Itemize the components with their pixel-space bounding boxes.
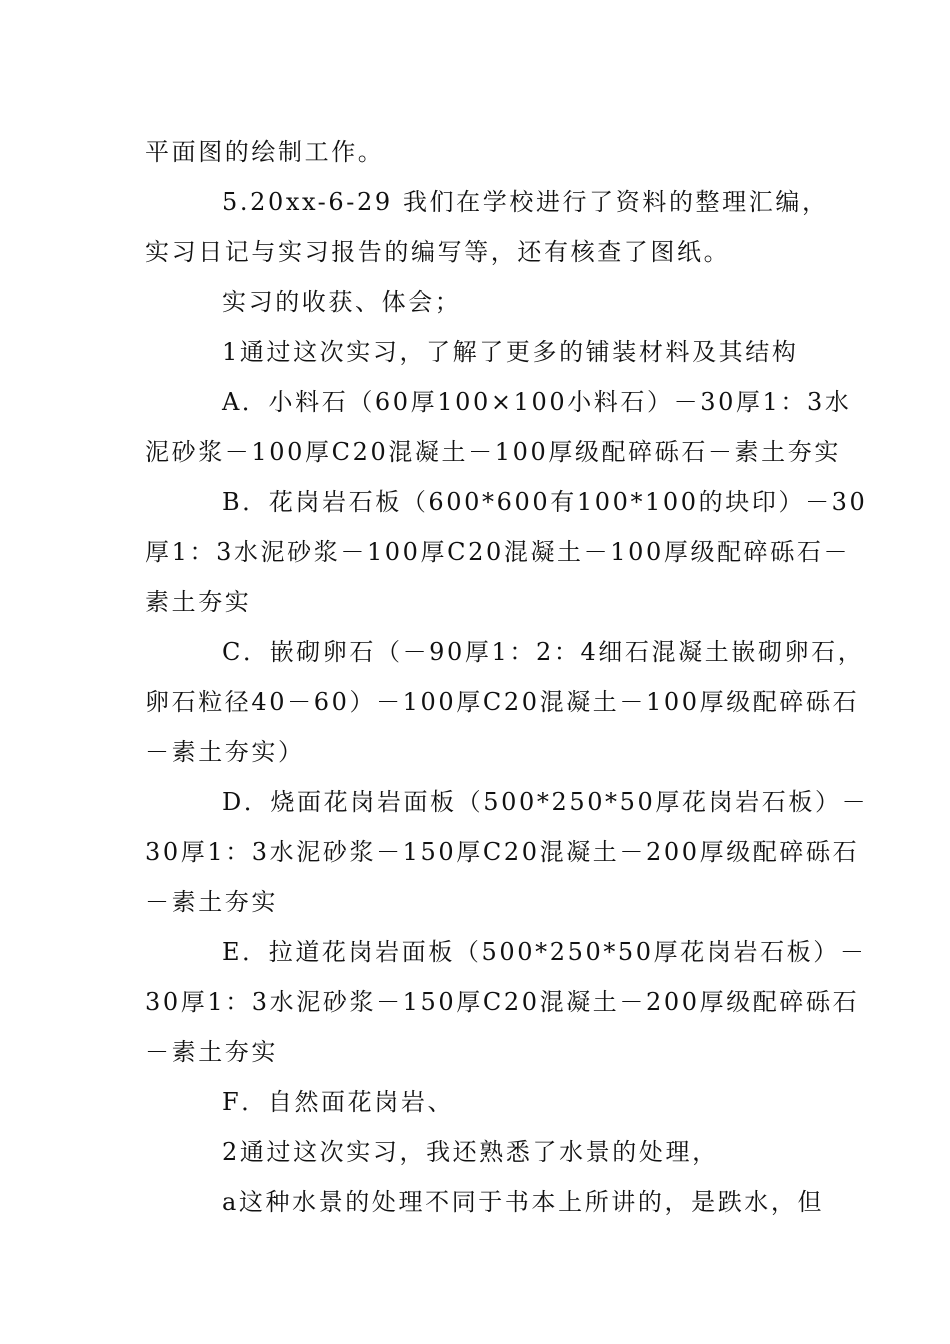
text-line: 2通过这次实习，我还熟悉了水景的处理， (222, 1138, 719, 1166)
text-line: 平面图的绘制工作。 (145, 138, 385, 166)
text-line: E．拉道花岗岩面板（500*250*50厚花岗岩石板）－ (222, 938, 867, 966)
text-line: a这种水景的处理不同于书本上所讲的，是跌水，但 (222, 1188, 825, 1216)
text-line: B．花岗岩石板（600*600有100*100的块印）－30 (222, 488, 868, 516)
text-line: 卵石粒径40－60）－100厚C20混凝土－100厚级配碎砾石 (145, 688, 860, 716)
text-line: －素土夯实 (145, 888, 278, 916)
text-line: 实习日记与实习报告的编写等，还有核查了图纸。 (145, 238, 731, 266)
text-line: 30厚1：3水泥砂浆－150厚C20混凝土－200厚级配碎砾石 (145, 988, 860, 1016)
text-line: D．烧面花岗岩面板（500*250*50厚花岗岩石板）－ (222, 788, 869, 816)
text-line: 实习的收获、体会； (222, 288, 462, 316)
text-line: F．自然面花岗岩、 (222, 1088, 455, 1116)
text-line: A．小料石（60厚100×100小料石）－30厚1：3水 (222, 388, 852, 416)
text-line: 1通过这次实习，了解了更多的铺装材料及其结构 (222, 338, 799, 366)
text-line: －素土夯实 (145, 1038, 278, 1066)
text-line: 30厚1：3水泥砂浆－150厚C20混凝土－200厚级配碎砾石 (145, 838, 860, 866)
text-line: 素土夯实 (145, 588, 252, 616)
text-line: C．嵌砌卵石（－90厚1：2：4细石混凝土嵌砌卵石， (222, 638, 865, 666)
text-line: 泥砂浆－100厚C20混凝土－100厚级配碎砾石－素土夯实 (145, 438, 841, 466)
text-line: 厚1：3水泥砂浆－100厚C20混凝土－100厚级配碎砾石－ (145, 538, 851, 566)
text-line: －素土夯实） (145, 738, 305, 766)
text-line: 5.20xx-6-29 我们在学校进行了资料的整理汇编， (222, 188, 829, 216)
